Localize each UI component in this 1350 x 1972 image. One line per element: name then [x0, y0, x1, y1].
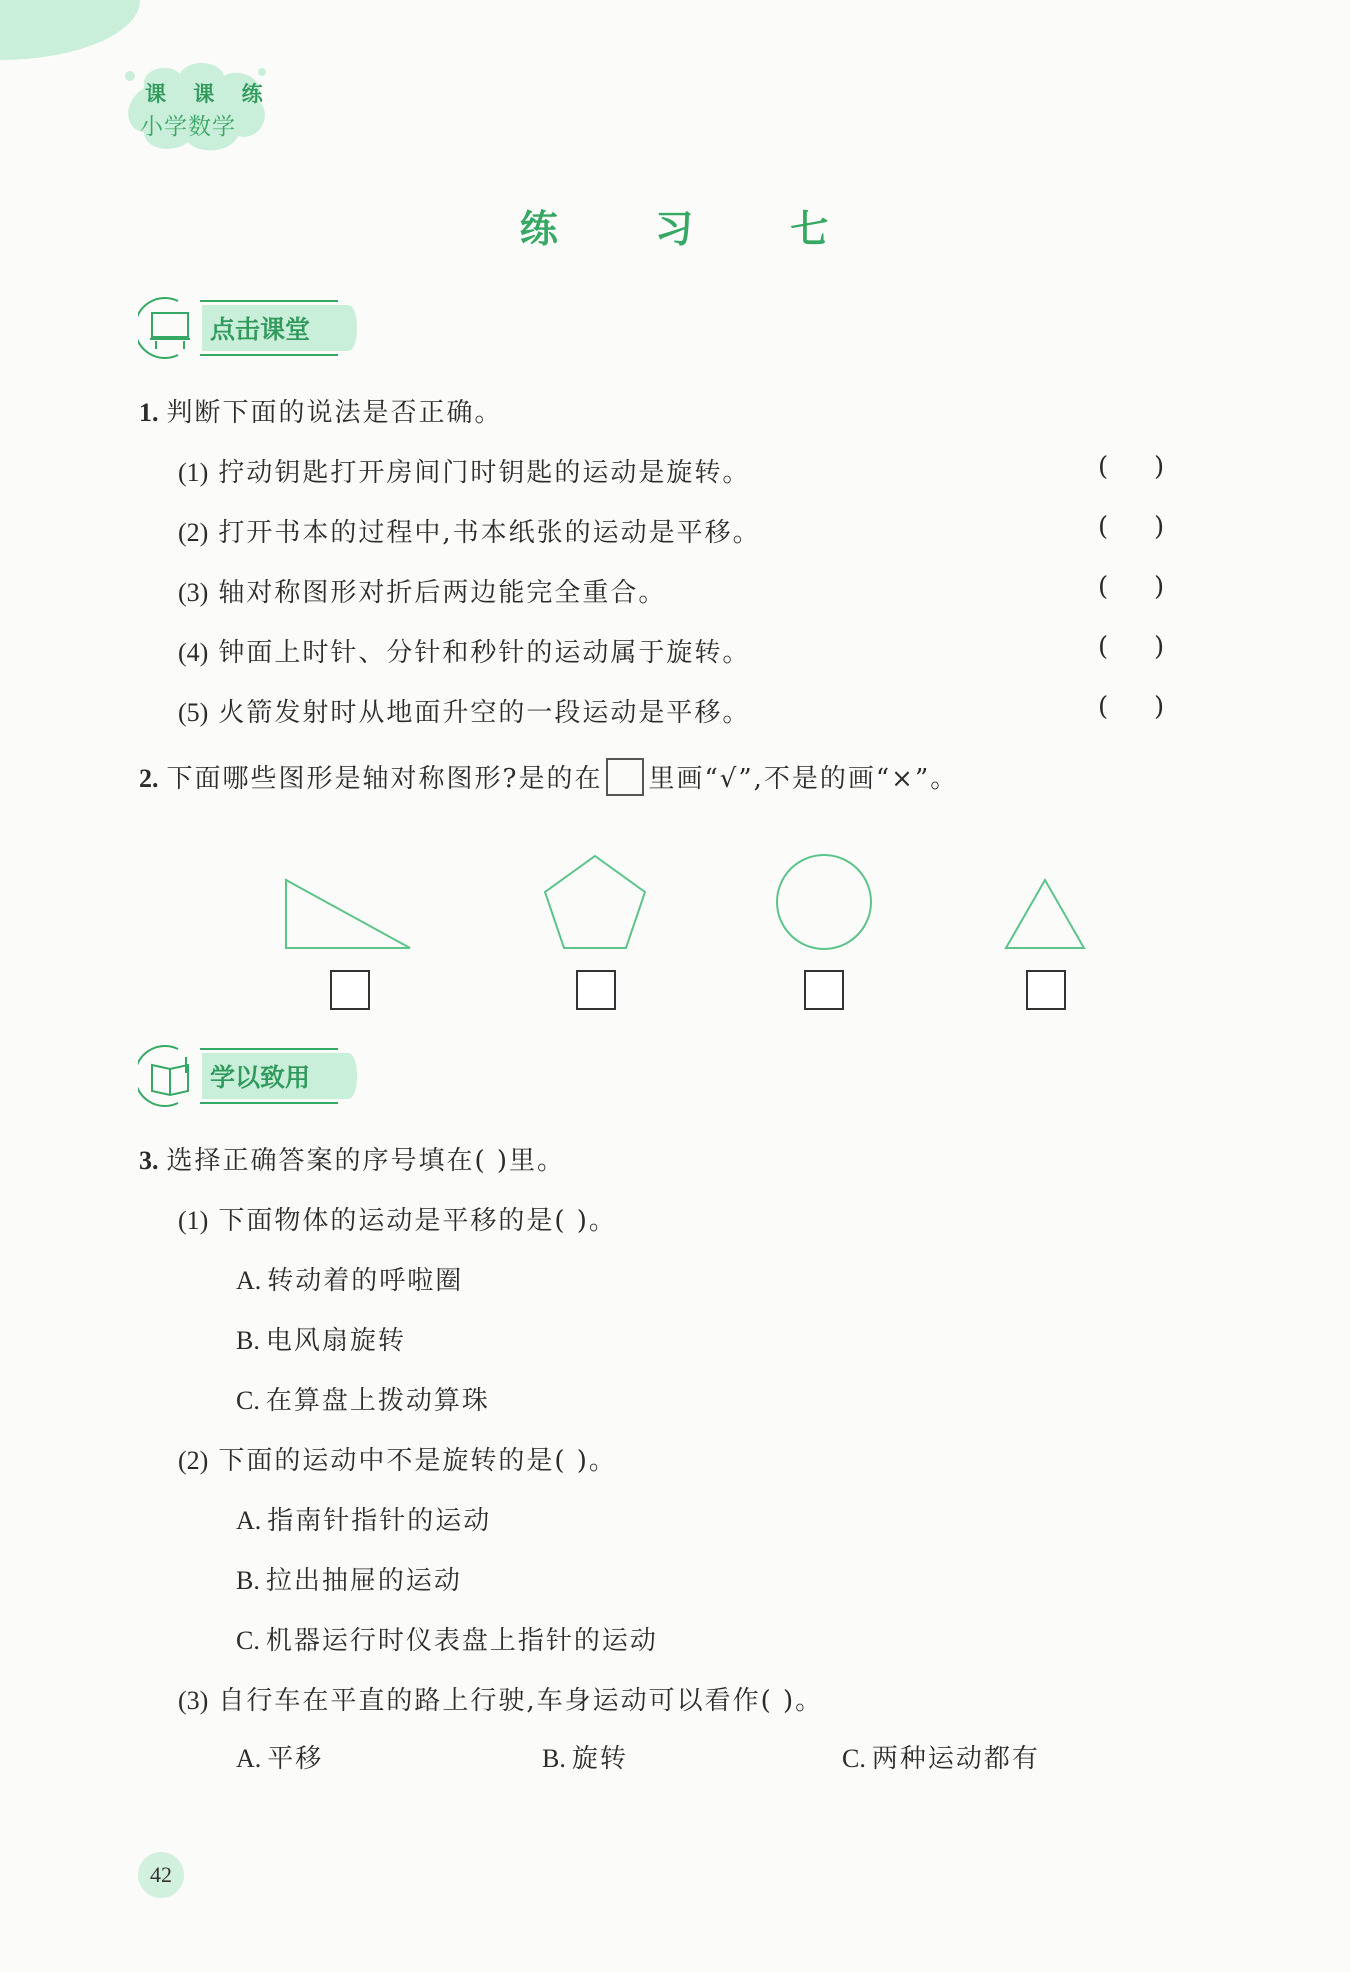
page-number: 42	[138, 1852, 184, 1898]
option-letter: C.	[236, 1386, 260, 1415]
q3-part	[178, 1440, 617, 1477]
question-1-prompt	[139, 392, 503, 429]
question-text: 判断下面的说法是否正确。	[166, 398, 503, 428]
option-text: 旋转	[571, 1744, 628, 1774]
option-text: 平移	[267, 1744, 324, 1774]
paren-open: (	[1098, 512, 1109, 542]
option-text: 拉出抽屉的运动	[265, 1566, 462, 1596]
option-item[interactable]	[842, 1738, 1040, 1775]
section-tag-classroom	[138, 295, 358, 361]
paren-close: )	[1154, 452, 1165, 482]
part-index: (3)	[178, 1686, 209, 1715]
option-letter: C.	[236, 1626, 260, 1655]
answer-blank[interactable]	[1098, 572, 1210, 602]
option-letter: B.	[236, 1566, 260, 1595]
option-item[interactable]	[236, 1260, 463, 1297]
item-text: 打开书本的过程中,书本纸张的运动是平移。	[218, 518, 761, 548]
shapes-row	[0, 840, 1350, 960]
answer-box-right-triangle[interactable]	[330, 970, 370, 1010]
question-text: 下面哪些图形是轴对称图形?是的在	[166, 764, 603, 794]
q3-part	[178, 1680, 823, 1717]
option-item[interactable]	[236, 1320, 406, 1357]
corner-decoration	[0, 0, 140, 60]
brand-name: 课 课 练	[145, 82, 273, 106]
item-index: (1)	[178, 458, 209, 487]
item-index: (4)	[178, 638, 209, 667]
paren-close: )	[1154, 692, 1165, 722]
paren-open: (	[1098, 572, 1109, 602]
item-index: (2)	[178, 518, 209, 547]
brand-subject: 小学数学	[140, 114, 236, 140]
part-text: 下面物体的运动是平移的是( )。	[218, 1206, 617, 1236]
question-2-prompt	[139, 758, 958, 799]
section-label: 学以致用	[210, 1063, 311, 1092]
option-text: 转动着的呼啦圈	[267, 1266, 464, 1296]
right-triangle-shape	[286, 880, 410, 948]
item-index: (3)	[178, 578, 209, 607]
item-text: 拧动钥匙打开房间门时钥匙的运动是旋转。	[218, 458, 751, 488]
item-index: (5)	[178, 698, 209, 727]
paren-close: )	[1154, 572, 1165, 602]
question-text: 选择正确答案的序号填在( )里。	[166, 1146, 566, 1176]
answer-box-isosceles-triangle[interactable]	[1026, 970, 1066, 1010]
option-item[interactable]	[236, 1560, 462, 1597]
item-text: 火箭发射时从地面升空的一段运动是平移。	[218, 698, 751, 728]
q1-item	[178, 632, 750, 669]
part-text: 下面的运动中不是旋转的是( )。	[218, 1446, 617, 1476]
paren-open: (	[1098, 692, 1109, 722]
q3-part	[178, 1200, 617, 1237]
pentagon-shape	[545, 856, 645, 948]
option-letter: B.	[236, 1326, 260, 1355]
isosceles-triangle-shape	[1006, 880, 1084, 948]
option-text: 在算盘上拨动算珠	[265, 1386, 490, 1416]
question-3-prompt	[139, 1140, 565, 1177]
option-item[interactable]	[236, 1500, 491, 1537]
answer-blank[interactable]	[1098, 512, 1210, 542]
option-text: 电风扇旋转	[265, 1326, 406, 1356]
paren-open: (	[1098, 452, 1109, 482]
q1-item	[178, 512, 761, 549]
question-number: 3.	[139, 1146, 159, 1175]
option-item[interactable]	[236, 1738, 323, 1775]
q1-item	[178, 692, 750, 729]
option-letter: B.	[542, 1744, 566, 1773]
option-item[interactable]	[542, 1738, 628, 1775]
question-number: 2.	[139, 764, 159, 793]
option-text: 两种运动都有	[871, 1744, 1040, 1774]
answer-blank[interactable]	[1098, 692, 1210, 722]
page-title: 练 习 七	[519, 207, 871, 251]
answer-blank[interactable]	[1098, 632, 1210, 662]
q1-item	[178, 452, 750, 489]
answer-box-circle[interactable]	[804, 970, 844, 1010]
part-text: 自行车在平直的路上行驶,车身运动可以看作( )。	[218, 1686, 824, 1716]
answer-box-pentagon[interactable]	[576, 970, 616, 1010]
inline-box-sample	[606, 758, 644, 796]
option-text: 机器运行时仪表盘上指针的运动	[265, 1626, 658, 1656]
item-text: 钟面上时针、分针和秒针的运动属于旋转。	[218, 638, 751, 668]
paren-close: )	[1154, 512, 1165, 542]
part-index: (2)	[178, 1446, 209, 1475]
section-label: 点击课堂	[210, 315, 311, 344]
paren-close: )	[1154, 632, 1165, 662]
option-text: 指南针指针的运动	[267, 1506, 492, 1536]
option-letter: A.	[236, 1506, 262, 1535]
circle-shape	[777, 855, 871, 949]
item-text: 轴对称图形对折后两边能完全重合。	[218, 578, 667, 608]
option-item[interactable]	[236, 1620, 658, 1657]
section-tag-apply	[138, 1043, 358, 1109]
answer-blank[interactable]	[1098, 452, 1210, 482]
option-item[interactable]	[236, 1380, 490, 1417]
question-number: 1.	[139, 398, 159, 427]
part-index: (1)	[178, 1206, 209, 1235]
paren-open: (	[1098, 632, 1109, 662]
option-letter: C.	[842, 1744, 866, 1773]
option-letter: A.	[236, 1266, 262, 1295]
option-letter: A.	[236, 1744, 262, 1773]
q1-item	[178, 572, 666, 609]
question-text-end: 里画“√”,不是的画“×”。	[648, 764, 959, 794]
